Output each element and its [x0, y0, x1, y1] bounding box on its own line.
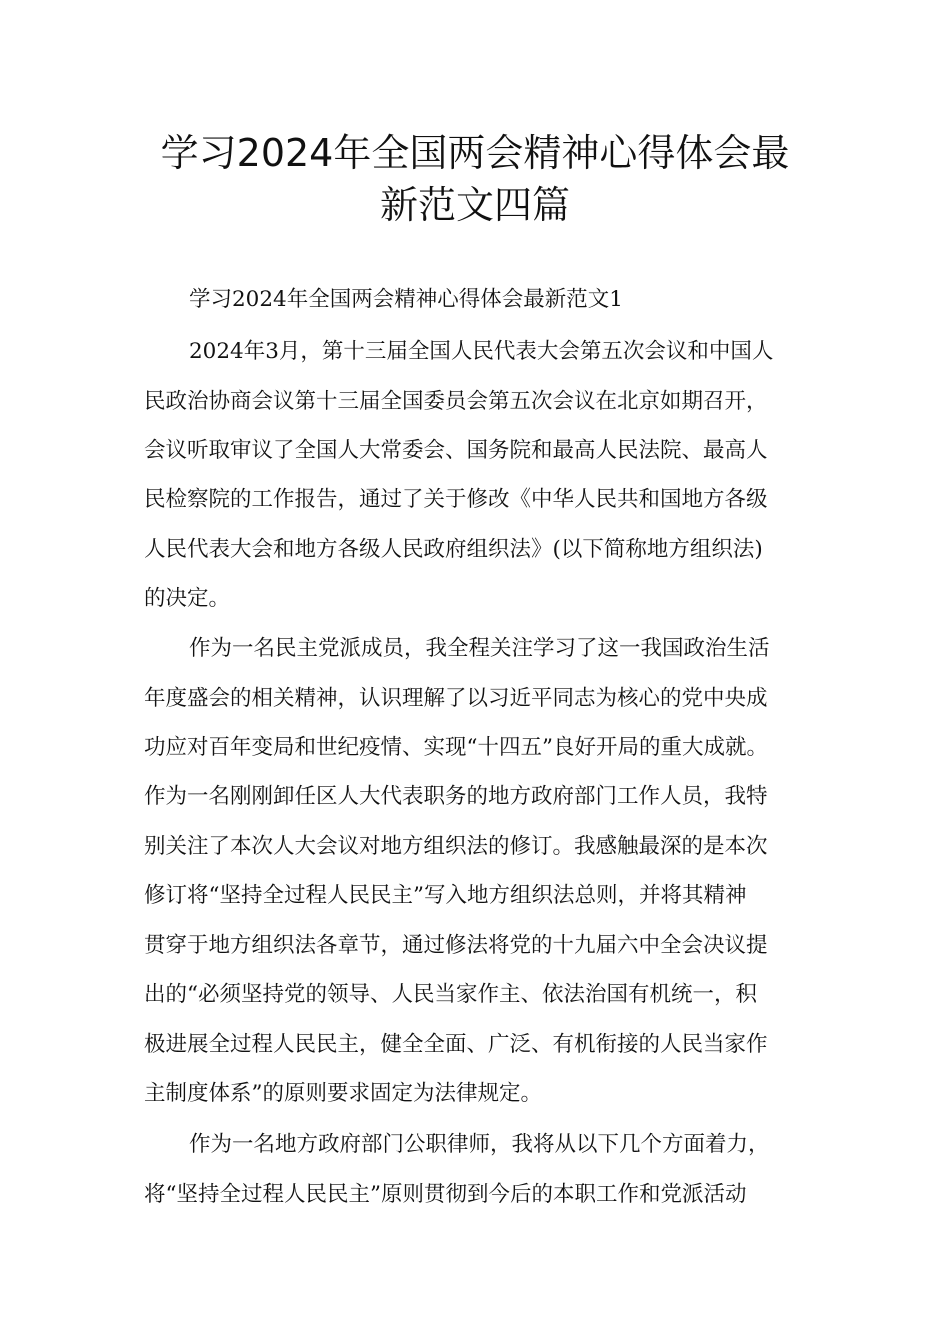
paragraph-line: 会议听取审议了全国人大常委会、国务院和最高人民法院、最高人 [144, 438, 768, 463]
section-heading: 学习2024年全国两会精神心得体会最新范文1 [189, 287, 623, 312]
paragraph-line: 贯穿于地方组织法各章节，通过修法将党的十九届六中全会决议提 [144, 933, 768, 958]
paragraph-line: 人民代表大会和地方各级人民政府组织法》(以下简称地方组织法) [144, 537, 763, 562]
document-title-line-1: 学习2024年全国两会精神心得体会最 [160, 131, 790, 175]
paragraph-line: 作为一名民主党派成员，我全程关注学习了这一我国政治生活 [189, 636, 770, 661]
paragraph-line: 修订将“坚持全过程人民民主”写入地方组织法总则，并将其精神 [144, 883, 747, 908]
paragraph-line: 民检察院的工作报告，通过了关于修改《中华人民共和国地方各级 [144, 487, 768, 512]
paragraph-line: 民政治协商会议第十三届全国委员会第五次会议在北京如期召开， [144, 389, 768, 414]
paragraph-line: 2024年3月，第十三届全国人民代表大会第五次会议和中国人 [189, 339, 774, 364]
paragraph-line: 将“坚持全过程人民民主”原则贯彻到今后的本职工作和党派活动 [144, 1182, 747, 1207]
paragraph-line: 别关注了本次人大会议对地方组织法的修订。我感触最深的是本次 [144, 834, 768, 859]
paragraph-line: 功应对百年变局和世纪疫情、实现“十四五”良好开局的重大成就。 [144, 735, 768, 760]
paragraph-line: 主制度体系”的原则要求固定为法律规定。 [144, 1081, 542, 1106]
paragraph-line: 作为一名地方政府部门公职律师，我将从以下几个方面着力， [189, 1132, 770, 1157]
paragraph-line: 年度盛会的相关精神，认识理解了以习近平同志为核心的党中央成 [144, 686, 768, 711]
paragraph-line: 极进展全过程人民民主，健全全面、广泛、有机衔接的人民当家作 [144, 1032, 768, 1057]
document-title-line-2: 新范文四篇 [379, 183, 570, 227]
paragraph-line: 出的“必须坚持党的领导、人民当家作主、依法治国有机统一，积 [144, 982, 757, 1007]
paragraph-line: 的决定。 [144, 586, 231, 611]
paragraph-line: 作为一名刚刚卸任区人大代表职务的地方政府部门工作人员，我特 [144, 784, 768, 809]
